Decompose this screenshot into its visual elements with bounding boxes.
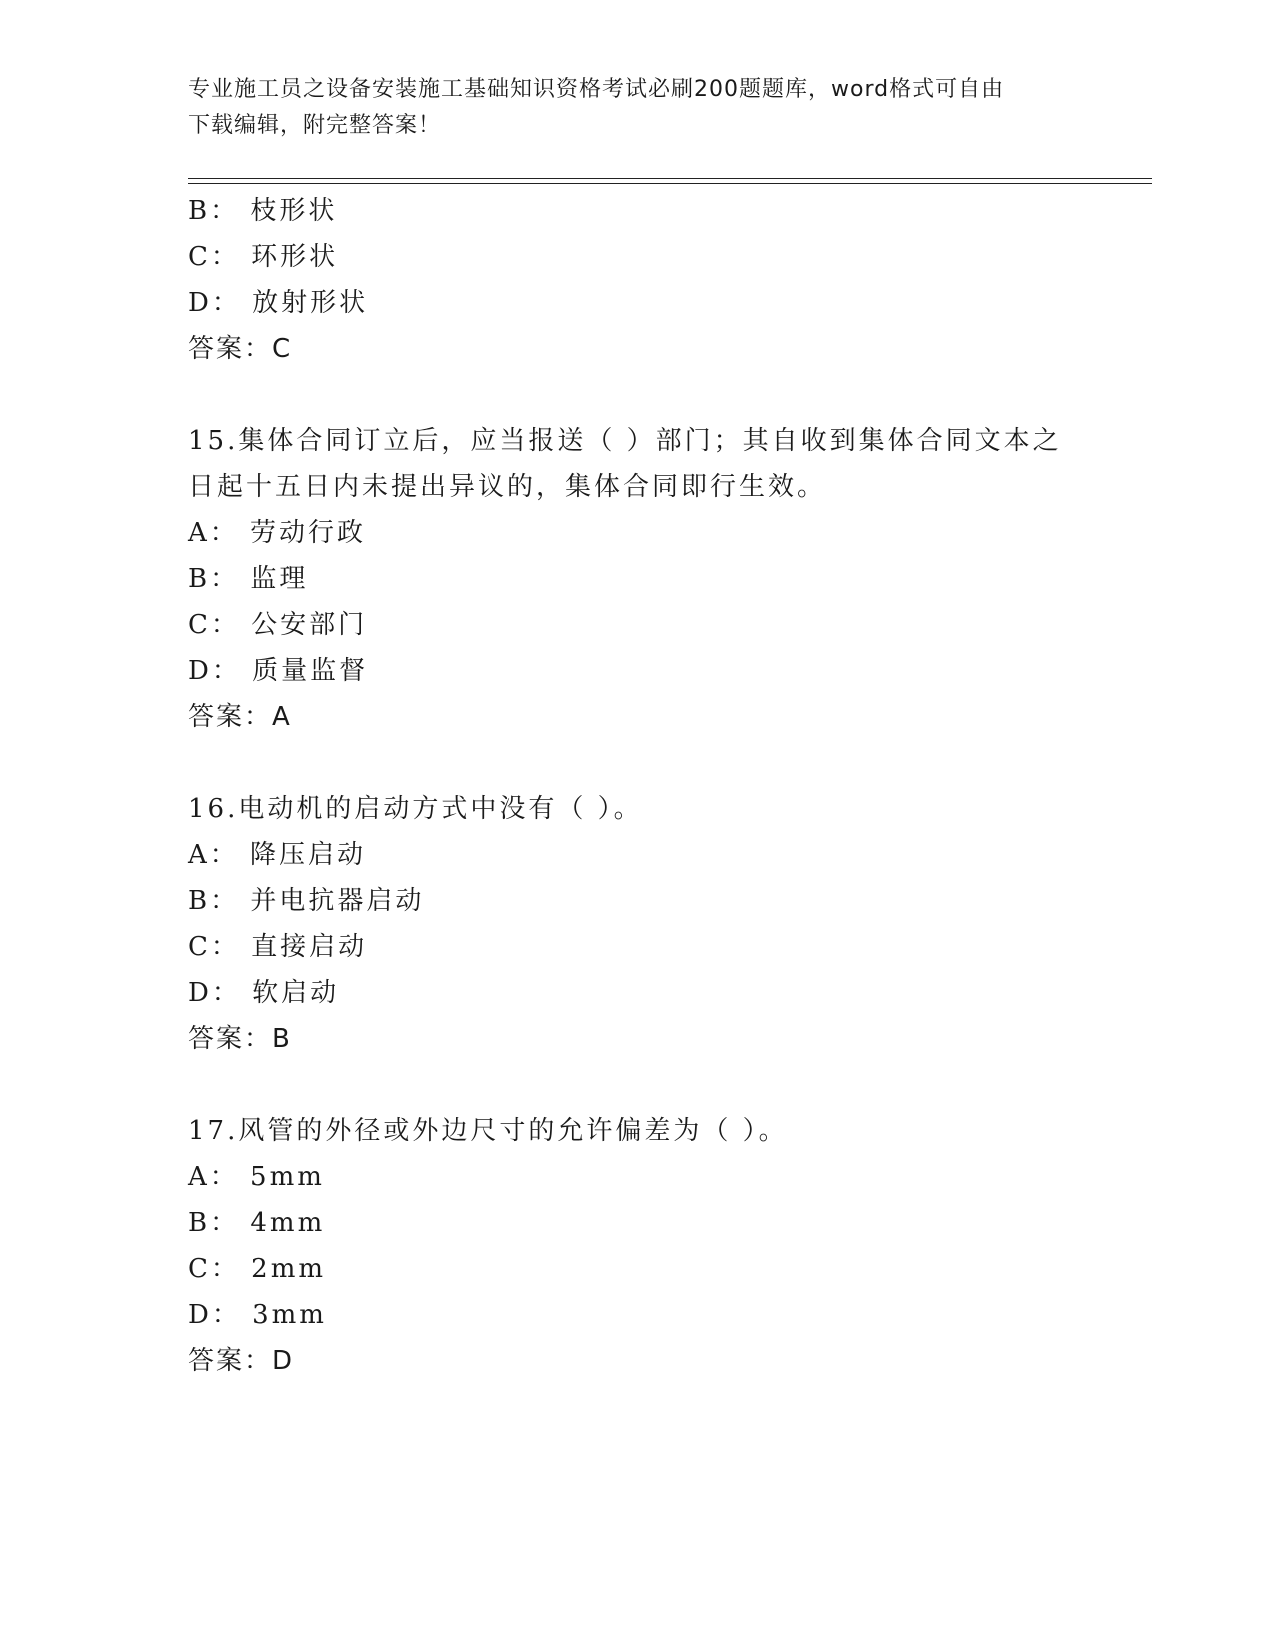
question-stem: 17.风管的外径或外边尺寸的允许偏差为（ ）。 — [188, 1116, 788, 1146]
question-16 — [188, 786, 1118, 1062]
option-d: D： 3mm — [188, 1300, 327, 1330]
option-b: B： 枝形状 — [188, 196, 338, 226]
option-d: D： 软启动 — [188, 978, 340, 1008]
header-divider-bottom — [188, 183, 1152, 184]
header-title-line-2: 下载编辑，附完整答案！ — [188, 113, 442, 138]
option-b: B： 4mm — [188, 1208, 326, 1238]
answer-line: 答案：C — [188, 334, 293, 364]
answer-line: 答案：B — [188, 1024, 292, 1054]
question-stem-continued: 日起十五日内未提出异议的，集体合同即行生效。 — [188, 472, 827, 502]
option-b: B： 并电抗器启动 — [188, 886, 425, 916]
question-spacer — [188, 1062, 1118, 1108]
option-c: C： 直接启动 — [188, 932, 368, 962]
question-17 — [188, 1108, 1118, 1384]
answer-line: 答案：A — [188, 702, 292, 732]
document-header — [188, 72, 1088, 144]
header-title-line-1: 专业施工员之设备安装施工基础知识资格考试必刷200题题库，word格式可自由 — [188, 77, 1005, 102]
option-a: A： 劳动行政 — [188, 518, 367, 548]
option-c: C： 环形状 — [188, 242, 339, 272]
option-a: A： 降压启动 — [188, 840, 367, 870]
question-spacer — [188, 372, 1118, 418]
question-stem: 15.集体合同订立后，应当报送（ ）部门；其自收到集体合同文本之 — [188, 426, 1062, 456]
option-c: C： 2mm — [188, 1254, 327, 1284]
answer-line: 答案：D — [188, 1346, 295, 1376]
question-spacer — [188, 740, 1118, 786]
option-b: B： 监理 — [188, 564, 309, 594]
option-a: A： 5mm — [188, 1162, 325, 1192]
header-divider-top — [188, 178, 1152, 179]
question-list — [188, 188, 1118, 1384]
question-stem: 16.电动机的启动方式中没有（ ）。 — [188, 794, 643, 824]
question-14-continued — [188, 188, 1118, 372]
option-d: D： 质量监督 — [188, 656, 369, 686]
question-15 — [188, 418, 1118, 740]
option-c: C： 公安部门 — [188, 610, 368, 640]
option-d: D： 放射形状 — [188, 288, 369, 318]
